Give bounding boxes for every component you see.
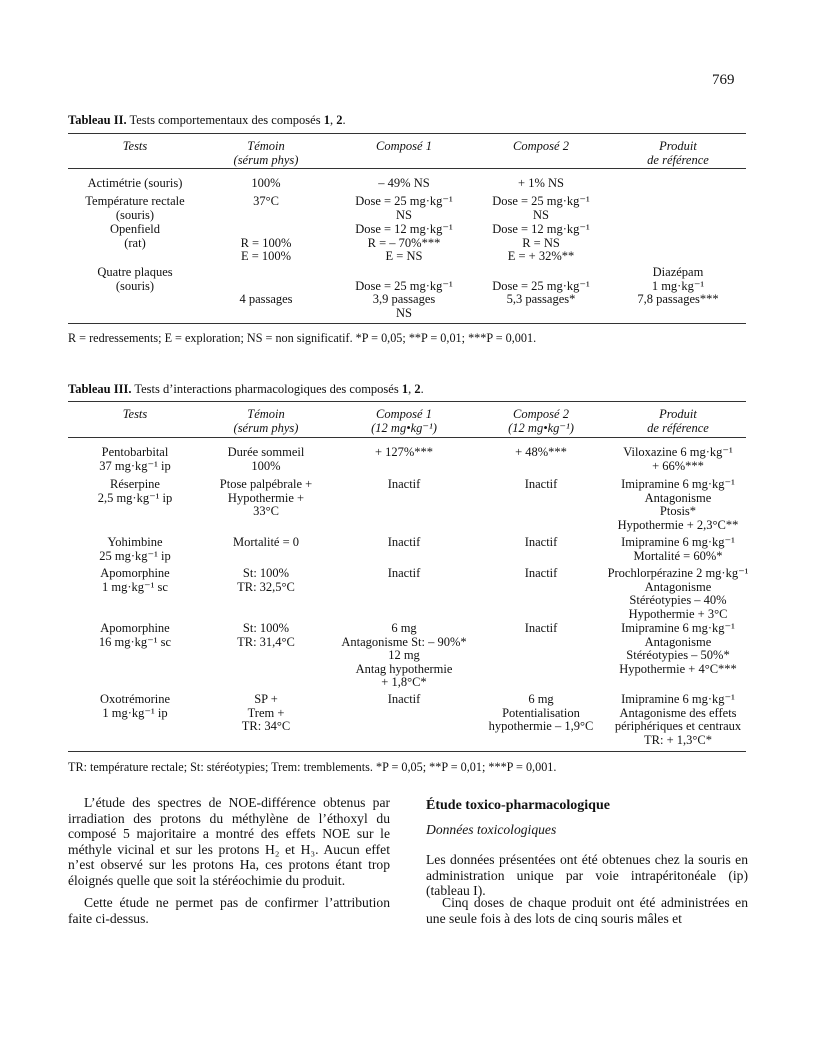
table-3-caption-end: . xyxy=(420,382,424,396)
table3-cell-r1-c1: Ptose palpébrale + Hypothermie + 33°C xyxy=(219,477,313,518)
table2-cell-r1-c2: Dose = 25 mg·kg⁻¹ NS xyxy=(355,194,453,222)
table3-cell-r5-c3: 6 mg Potentialisation hypothermie – 1,9°C xyxy=(488,692,594,733)
table3-cell-r1-c3: Inactif xyxy=(524,477,558,491)
table3-header-1: Témoin (sérum phys) xyxy=(233,407,299,435)
table3-cell-r1-c0: Réserpine 2,5 mg·kg⁻¹ ip xyxy=(97,477,173,505)
table-2-caption-compound-2: 2 xyxy=(336,113,343,127)
table3-cell-r0-c2: + 127%*** xyxy=(374,445,434,459)
table2-cell-r2-c0: Openfield (rat) xyxy=(110,222,160,250)
section-title: Étude toxico-pharmacologique xyxy=(426,798,610,813)
table-2-bottom-rule xyxy=(68,323,746,324)
table2-cell-r2-c2: Dose = 12 mg·kg⁻¹ R = – 70%*** E = NS xyxy=(355,222,453,263)
table3-cell-r2-c3: Inactif xyxy=(524,535,558,549)
table-2-caption-text: Tests comportementaux des composés xyxy=(126,113,324,127)
table2-cell-r3-c2: Dose = 25 mg·kg⁻¹ 3,9 passages NS xyxy=(355,278,453,320)
page-number: 769 xyxy=(712,72,735,88)
table2-cell-r0-c3: + 1% NS xyxy=(518,176,564,190)
table2-cell-r0-c2: – 49% NS xyxy=(378,176,430,190)
table2-cell-r3-c4: Diazépam 1 mg·kg⁻¹ 7,8 passages*** xyxy=(637,265,719,306)
table3-cell-r4-c4: Imipramine 6 mg·kg⁻¹ Antagonisme Stéréotypies – 50%* Hypothermie + 4°C*** xyxy=(619,621,737,676)
table2-header-0: Tests xyxy=(122,139,148,153)
table2-cell-r3-c3: Dose = 25 mg·kg⁻¹ 5,3 passages* xyxy=(492,278,590,306)
table3-cell-r0-c1: Durée sommeil 100% xyxy=(227,445,305,473)
table2-cell-r3-c1: 4 passages xyxy=(239,292,293,306)
table3-cell-r3-c1: St: 100% TR: 32,5°C xyxy=(237,566,295,594)
right-paragraph-1: Les données présentées ont été obtenues chez la souris en administration unique par voie intrapéritonéale (ip) (tableau I). xyxy=(426,852,748,899)
table-2-label: Tableau II. xyxy=(68,113,127,127)
table3-cell-r0-c4: Viloxazine 6 mg·kg⁻¹ + 66%*** xyxy=(623,445,733,473)
table-2-footnote: R = redressements; E = exploration; NS = non significatif. *P = 0,05; **P = 0,01; ***P = 0,001. xyxy=(68,331,537,345)
table2-cell-r0-c0: Actimétrie (souris) xyxy=(87,176,183,190)
table2-cell-r2-c1: R = 100% E = 100% xyxy=(240,235,292,263)
table3-header-0: Tests xyxy=(122,407,148,421)
table2-cell-r2-c3: Dose = 12 mg·kg⁻¹ R = NS E = + 32%** xyxy=(492,222,590,263)
table-3-bottom-rule xyxy=(68,751,746,752)
table3-cell-r4-c3: Inactif xyxy=(524,621,558,635)
table2-header-4: Produit de référence xyxy=(647,139,709,167)
table3-cell-r5-c1: SP + Trem + TR: 34°C xyxy=(241,692,291,733)
table2-cell-r1-c3: Dose = 25 mg·kg⁻¹ NS xyxy=(492,194,590,222)
table3-cell-r4-c2: 6 mg Antagonisme St: – 90%* 12 mg Antag hypothermie + 1,8°C* xyxy=(341,621,467,689)
table3-cell-r0-c3: + 48%*** xyxy=(515,445,567,459)
table-2-caption-end: . xyxy=(342,113,346,127)
table-3-top-rule xyxy=(68,401,746,402)
table3-cell-r0-c0: Pentobarbital 37 mg·kg⁻¹ ip xyxy=(99,445,171,473)
table3-cell-r1-c4: Imipramine 6 mg·kg⁻¹ Antagonisme Ptosis* Hypothermie + 2,3°C** xyxy=(617,477,739,532)
table3-cell-r2-c4: Imipramine 6 mg·kg⁻¹ Mortalité = 60%* xyxy=(621,535,735,563)
left-paragraph-2: Cette étude ne permet pas de confirmer l’attribution faite ci-dessus. xyxy=(68,895,390,926)
table-3-label: Tableau III. xyxy=(68,382,132,396)
table2-cell-r1-c1: 37°C xyxy=(253,194,279,208)
table3-cell-r4-c0: Apomorphine 16 mg·kg⁻¹ sc xyxy=(98,621,172,649)
table-3-caption-sep: , xyxy=(408,382,415,396)
table3-cell-r2-c0: Yohimbine 25 mg·kg⁻¹ ip xyxy=(99,535,171,563)
table2-header-3: Composé 2 xyxy=(513,139,569,153)
table3-header-4: Produit de référence xyxy=(647,407,709,435)
table-2-top-rule xyxy=(68,133,746,134)
table-2-caption-sep: , xyxy=(329,113,337,127)
table-3-header-rule xyxy=(68,437,746,438)
table-3-caption-compound-2: 2 xyxy=(414,382,421,396)
table3-cell-r2-c2: Inactif xyxy=(387,535,421,549)
table3-cell-r1-c2: Inactif xyxy=(387,477,421,491)
table3-cell-r5-c2: Inactif xyxy=(387,692,421,706)
table3-cell-r5-c4: Imipramine 6 mg·kg⁻¹ Antagonisme des effets périphériques et centraux TR: + 1,3°C* xyxy=(614,692,742,747)
table2-cell-r1-c0: Température rectale (souris) xyxy=(85,194,185,222)
table-2-caption xyxy=(68,113,346,128)
table3-cell-r3-c3: Inactif xyxy=(524,566,558,580)
table-3-caption-compound-1: 1 xyxy=(401,382,409,396)
table-2-caption-compound-1: 1 xyxy=(323,113,330,127)
table2-header-2: Composé 1 xyxy=(376,139,432,153)
table3-header-2: Composé 1 (12 mg•kg⁻¹) xyxy=(371,407,437,435)
table2-cell-r0-c1: 100% xyxy=(251,176,281,190)
table3-cell-r3-c2: Inactif xyxy=(387,566,421,580)
subsection-title: Données toxicologiques xyxy=(426,822,557,837)
left-paragraph-1: L’étude des spectres de NOE-différence obtenus par irradiation des protons du méthylène de l’éthoxyl du composé 5 majoritaire a montré des effets NOE sur le méthyle vicinal et sur les protons H₂ et H₃. Aucun effet n’est observé sur les protons Ha, ces protons étant trop éloignés quelle que soit la stéréochimie du produit. xyxy=(68,795,390,888)
table3-cell-r3-c0: Apomorphine 1 mg·kg⁻¹ sc xyxy=(100,566,170,594)
table3-cell-r4-c1: St: 100% TR: 31,4°C xyxy=(237,621,295,649)
right-paragraph-2: Cinq doses de chaque produit ont été administrées en une seule fois à des lots de cinq souris mâles et xyxy=(426,895,748,926)
table3-header-3: Composé 2 (12 mg•kg⁻¹) xyxy=(508,407,574,435)
table-2-header-rule xyxy=(68,168,746,169)
table-3-caption-text: Tests d’interactions pharmacologiques des composés xyxy=(131,382,402,396)
table-3-footnote: TR: température rectale; St: stéréotypies; Trem: tremblements. *P = 0,05; **P = 0,01; ***P = 0,001. xyxy=(68,760,557,774)
table3-cell-r2-c1: Mortalité = 0 xyxy=(232,535,300,549)
table2-header-1: Témoin (sérum phys) xyxy=(233,139,299,167)
table-3-caption xyxy=(68,382,424,397)
table2-cell-r3-c0: Quatre plaques (souris) xyxy=(97,265,173,293)
table3-cell-r5-c0: Oxotrémorine 1 mg·kg⁻¹ ip xyxy=(99,692,171,720)
table3-cell-r3-c4: Prochlorpérazine 2 mg·kg⁻¹ Antagonisme Stéréotypies – 40% Hypothermie + 3°C xyxy=(607,566,749,621)
